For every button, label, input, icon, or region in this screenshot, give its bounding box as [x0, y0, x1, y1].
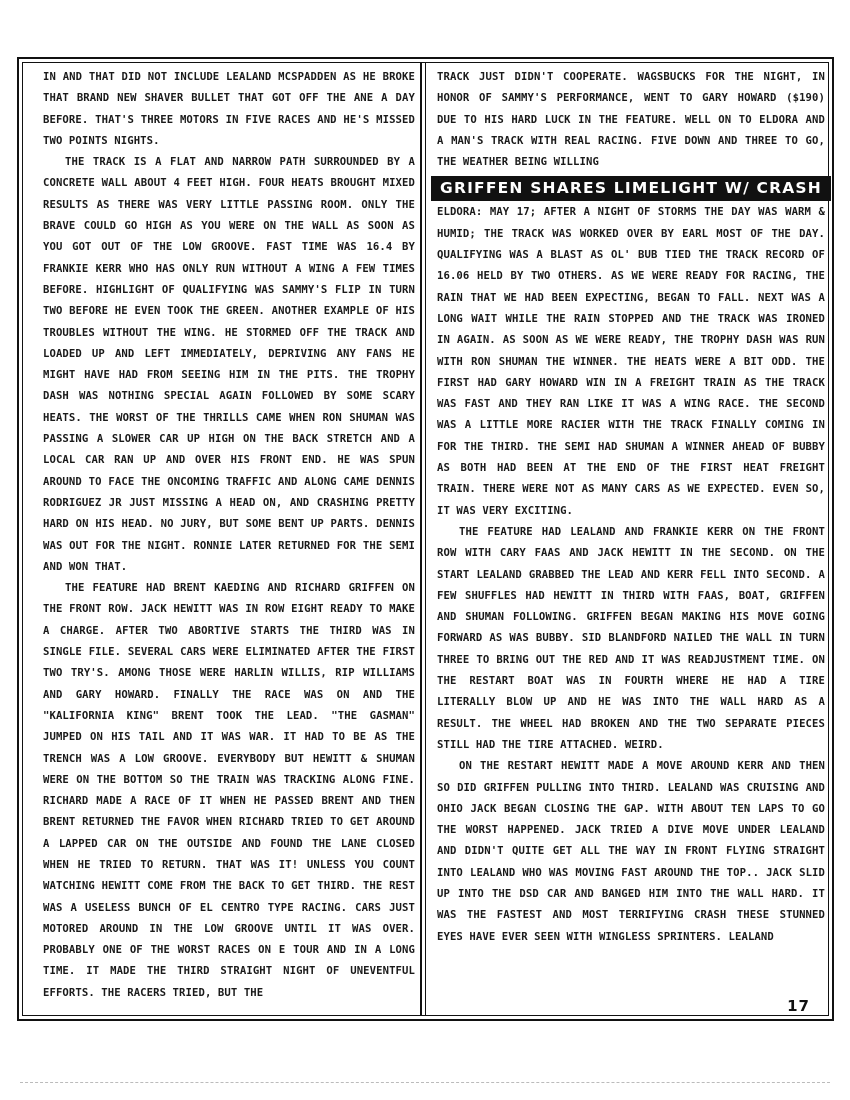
page-number: 17 — [787, 997, 810, 1015]
column-divider — [420, 62, 426, 1016]
article-headline: GRIFFEN SHARES LIMELIGHT W/ CRASH — [431, 176, 831, 201]
right-paragraph-1: ELDORA: MAY 17; AFTER A NIGHT OF STORMS THE DAY WAS WARM & HUMID; THE TRACK WAS WORKED OVER BY EARL MOST OF THE DAY. QUALIFYING WAS A BLAST AS OL' BUB TIED THE TRACK RECORD OF 16.06 HELD BY TWO OTHERS. AS WE WERE READY FOR RACING, THE RAIN THAT WE HAD BEEN EXPECTING, BEGAN TO FALL. NEXT WAS A LONG WAIT WHILE THE RAIN STOPPED AND THE TRACK WAS IRONED IN AGAIN. AS SOON AS WE WERE READY, THE TROPHY DASH WAS RUN WITH RON SHUMAN THE WINNER. THE HEATS WERE A BIT ODD. THE FIRST HAD GARY HOWARD WIN IN A FREIGHT TRAIN AS THE TRACK WAS FAST AND THEY RAN LIKE IT WAS A WING RACE. THE SECOND WAS A LITTLE MORE RACIER WITH THE TRACK FINALLY COMING IN FOR THE THIRD. THE SEMI HAD SHUMAN A WINNER AHEAD OF BUBBY AS BOTH HAD BEEN AT THE END OF THE FIRST HEAT FREIGHT TRAIN. THERE WERE NOT AS MANY CARS AS WE EXPECTED. EVEN SO, IT WAS VERY EXCITING. — [437, 206, 825, 517]
left-column — [43, 67, 415, 1004]
right-paragraph-3: ON THE RESTART HEWITT MADE A MOVE AROUND KERR AND THEN SO DID GRIFFEN PULLING INTO THIRD. LEALAND WAS CRUISING AND OHIO JACK BEGAN CLOSING THE GAP. WITH ABOUT TEN LAPS TO GO THE WORST HAPPENED. JACK TRIED A DIVE MOVE UNDER LEALAND AND DIDN'T QUITE GET ALL THE WAY IN FRONT FLYING STRAIGHT INTO LEALAND WHO WAS MOVING FAST AROUND THE TOP.. JACK SLID UP INTO THE DSD CAR AND BANGED HIM INTO THE WALL HARD. IT WAS THE FASTEST AND MOST TERRIFYING CRASH THESE STUNNED EYES HAVE EVER SEEN WITH WINGLESS SPRINTERS. LEALAND — [437, 760, 825, 943]
right-intro-paragraph: TRACK JUST DIDN'T COOPERATE. WAGSBUCKS FOR THE NIGHT, IN HONOR OF SAMMY'S PERFORMANCE, WENT TO GARY HOWARD ($190) DUE TO HIS HARD LUCK IN THE FEATURE. WELL ON TO ELDORA AND A MAN'S TRACK WITH REAL RACING. FIVE DOWN AND THREE TO GO, THE WEATHER BEING WILLING — [437, 71, 825, 169]
scan-edge-line — [20, 1082, 830, 1083]
right-column — [437, 67, 825, 948]
left-paragraph-2: THE TRACK IS A FLAT AND NARROW PATH SURROUNDED BY A CONCRETE WALL ABOUT 4 FEET HIGH. FOUR HEATS BROUGHT MIXED RESULTS AS THERE WAS VERY LITTLE PASSING ROOM. ONLY THE BRAVE COULD GO HIGH AS YOU WERE ON THE WALL AS SOON AS YOU GOT OUT OF THE LOW GROOVE. FAST TIME WAS 16.4 BY FRANKIE KERR WHO HAS ONLY RUN WITHOUT A WING A FEW TIMES BEFORE. HIGHLIGHT OF QUALIFYING WAS SAMMY'S FLIP IN TURN TWO BEFORE HE EVEN TOOK THE GREEN. ANOTHER EXAMPLE OF HIS TROUBLES WITHOUT THE WING. HE STORMED OFF THE TRACK AND LOADED UP AND LEFT IMMEDIATELY, DEPRIVING ANY FANS HE MIGHT HAVE HAD FROM SEEING HIM IN THE PITS. THE TROPHY DASH WAS NOTHING SPECIAL AGAIN FOLLOWED BY SOME SCARY HEATS. THE WORST OF THE THRILLS CAME WHEN RON SHUMAN WAS PASSING A SLOWER CAR UP HIGH ON THE BACK STRETCH AND A LOCAL CAR RAN UP AND OVER HIS FRONT END. HE WAS SPUN AROUND TO FACE THE ONCOMING TRAFFIC AND ALONG CAME DENNIS RODRIGUEZ JR JUST MISSING A HEAD ON, AND CRASHING PRETTY HARD ON HIS HEAD. NO JURY, BUT SOME BENT UP PARTS. DENNIS WAS OUT FOR THE NIGHT. RONNIE LATER RETURNED FOR THE SEMI AND WON THAT. — [43, 156, 415, 573]
right-paragraph-2: THE FEATURE HAD LEALAND AND FRANKIE KERR ON THE FRONT ROW WITH CARY FAAS AND JACK HEWITT IN THE SECOND. ON THE START LEALAND GRABBED THE LEAD AND KERR FELL INTO SECOND. A FEW SHUFFLES HAD HEWITT IN THIRD WITH FAAS, BOAT, GRIFFEN AND SHUMAN FOLLOWING. GRIFFEN BEGAN MAKING HIS MOVE GOING FORWARD AS WAS BUBBY. SID BLANDFORD NAILED THE WALL IN TURN THREE TO BRING OUT THE RED AND IT WAS READJUSTMENT TIME. ON THE RESTART BOAT WAS IN FOURTH WHERE HE HAD A TIRE LITERALLY BLOW UP AND HE WAS INTO THE WALL HARD AS A RESULT. THE WHEEL HAD BROKEN AND THE TWO SEPARATE PIECES STILL HAD THE TIRE ATTACHED. WEIRD. — [437, 525, 825, 751]
left-paragraph-3: THE FEATURE HAD BRENT KAEDING AND RICHARD GRIFFEN ON THE FRONT ROW. JACK HEWITT WAS IN ROW EIGHT READY TO MAKE A CHARGE. AFTER TWO ABORTIVE STARTS THE THIRD WAS IN SINGLE FILE. SEVERAL CARS WERE ELIMINATED AFTER THE FIRST TWO TRY'S. AMONG THOSE WERE HARLIN WILLIS, RIP WILLIAMS AND GARY HOWARD. FINALLY THE RACE WAS ON AND THE "KALIFORNIA KING" BRENT TOOK THE LEAD. "THE GASMAN" JUMPED ON HIS TAIL AND IT WAS WAR. IT HAD TO BE AS THE TRENCH WAS A LOW GROOVE. EVERYBODY BUT HEWITT & SHUMAN WERE ON THE BOTTOM SO THE TRAIN WAS TRACKING ALONG FINE. RICHARD MADE A RACE OF IT WHEN HE PASSED BRENT AND THEN BRENT RETURNED THE FAVOR WHEN RICHARD TRIED TO GET AROUND A LAPPED CAR ON THE OUTSIDE AND FOUND THE LANE CLOSED WHEN HE TRIED TO RETURN. THAT WAS IT! UNLESS YOU COUNT WATCHING HEWITT COME FROM THE BACK TO GET THIRD. THE REST WAS A USELESS BUNCH OF EL CENTRO TYPE RACING. CARS JUST MOTORED AROUND IN THE LOW GROOVE UNTIL IT WAS OVER. PROBABLY ONE OF THE WORST RACES ON E TOUR AND IN A LONG TIME. IT MADE THE THIRD STRAIGHT NIGHT OF UNEVENTFUL EFFORTS. THE RACERS TRIED, BUT THE — [43, 582, 415, 999]
left-paragraph-1: IN AND THAT DID NOT INCLUDE LEALAND MCSPADDEN AS HE BROKE THAT BRAND NEW SHAVER BULLET THAT GOT OFF THE ANE A DAY BEFORE. THAT'S THREE MOTORS IN FIVE RACES AND HE'S MISSED TWO POINTS NIGHTS. — [43, 71, 415, 147]
page-frame — [17, 57, 834, 1021]
